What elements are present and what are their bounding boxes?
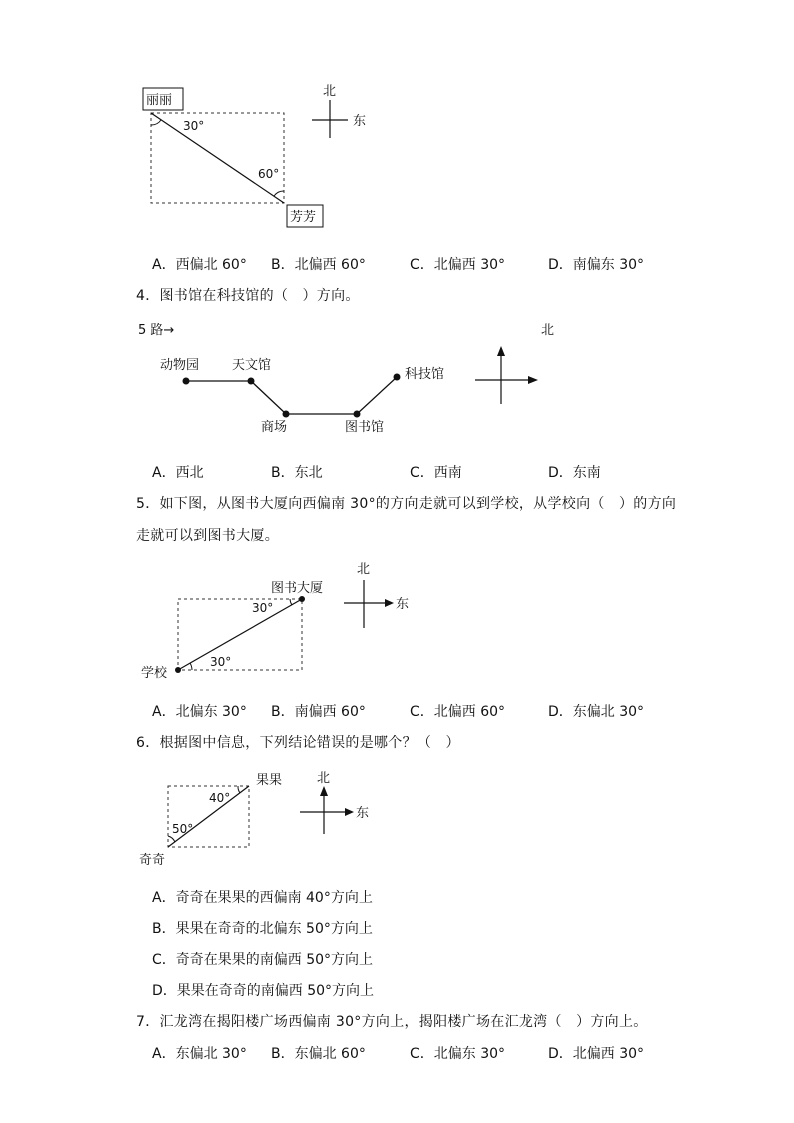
- q7-option-a[interactable]: A．东偏北 30°: [152, 1046, 247, 1062]
- q6-option-d[interactable]: D．果果在奇奇的南偏西 50°方向上: [152, 983, 375, 999]
- q6-option-a[interactable]: A．奇奇在果果的西偏南 40°方向上: [152, 890, 373, 906]
- q5-option-c[interactable]: C．北偏西 60°: [410, 704, 506, 720]
- q6-label-guoguo: 果果: [256, 773, 283, 788]
- q6-compass-east-arrow: [345, 808, 354, 816]
- q3-option-c[interactable]: C．北偏西 30°: [410, 257, 506, 273]
- q6-angle-40: 40°: [209, 791, 231, 805]
- q3-angle-30: 30°: [183, 119, 205, 133]
- q4-stem: 4．图书馆在科技馆的（ ）方向。: [136, 288, 360, 304]
- q5-option-b[interactable]: B．南偏西 60°: [271, 704, 366, 720]
- q5-compass-north: 北: [357, 562, 371, 577]
- q4-option-c[interactable]: C．西南: [410, 465, 462, 481]
- q7-option-c[interactable]: C．北偏东 30°: [410, 1046, 506, 1062]
- q5-angle-30-top: 30°: [252, 601, 274, 615]
- q4-label-zoo: 动物园: [160, 358, 200, 373]
- q4-option-d[interactable]: D．东南: [548, 465, 601, 481]
- q6-option-b[interactable]: B．果果在奇奇的北偏东 50°方向上: [152, 921, 373, 937]
- q3-compass-east: 东: [353, 114, 367, 129]
- q7-stem: 7．汇龙湾在揭阳楼广场西偏南 30°方向上，揭阳楼广场在汇龙湾（ ）方向上。: [136, 1014, 648, 1030]
- q3-compass-north: 北: [323, 84, 337, 99]
- q5-stem-line1: 5．如下图，从图书大厦向西偏南 30°的方向走就可以到学校，从学校向（ ）的方向: [136, 496, 677, 512]
- q4-north-label: 北: [541, 323, 555, 338]
- q6-label-qiqi: 奇奇: [139, 853, 166, 868]
- q7-option-d[interactable]: D．北偏西 30°: [548, 1046, 645, 1062]
- q5-option-d[interactable]: D．东偏北 30°: [548, 704, 645, 720]
- q5-option-a[interactable]: A．北偏东 30°: [152, 704, 247, 720]
- q6-angle-arc-1: [238, 786, 240, 793]
- q3-label-lili: 丽丽: [146, 93, 173, 108]
- q6-angle-arc-2: [168, 836, 175, 842]
- q4-label-library: 图书馆: [345, 420, 385, 435]
- q6-compass-east: 东: [356, 806, 370, 821]
- q4-label-planetarium: 天文馆: [232, 358, 272, 373]
- q4-label-mall: 商场: [261, 420, 288, 435]
- q7-option-b[interactable]: B．东偏北 60°: [271, 1046, 366, 1062]
- q5-label-tower: 图书大厦: [271, 581, 324, 596]
- q5-angle-30-bottom: 30°: [210, 655, 232, 669]
- q4-label-museum: 科技馆: [405, 367, 445, 382]
- q6-option-c[interactable]: C．奇奇在果果的南偏西 50°方向上: [152, 952, 374, 968]
- q3-option-d[interactable]: D．南偏东 30°: [548, 257, 645, 273]
- q6-angle-50: 50°: [172, 822, 194, 836]
- q3-label-fangfang: 芳芳: [290, 210, 317, 225]
- q4-option-a[interactable]: A．西北: [152, 465, 204, 481]
- q4-option-b[interactable]: B．东北: [271, 465, 323, 481]
- q3-option-a[interactable]: A．西偏北 60°: [152, 257, 247, 273]
- q5-compass-east: 东: [396, 597, 410, 612]
- q3-option-b[interactable]: B．北偏西 60°: [271, 257, 366, 273]
- q6-compass-north-arrow: [320, 786, 328, 796]
- q6-compass-north: 北: [317, 771, 331, 786]
- q4-route-label: 5 路→: [138, 323, 175, 338]
- q5-label-school: 学校: [141, 666, 168, 681]
- q3-angle-60: 60°: [258, 167, 280, 181]
- q6-stem: 6．根据图中信息，下列结论错误的是哪个？（ ）: [136, 735, 460, 751]
- q5-stem-line2: 走就可以到图书大厦。: [136, 528, 279, 544]
